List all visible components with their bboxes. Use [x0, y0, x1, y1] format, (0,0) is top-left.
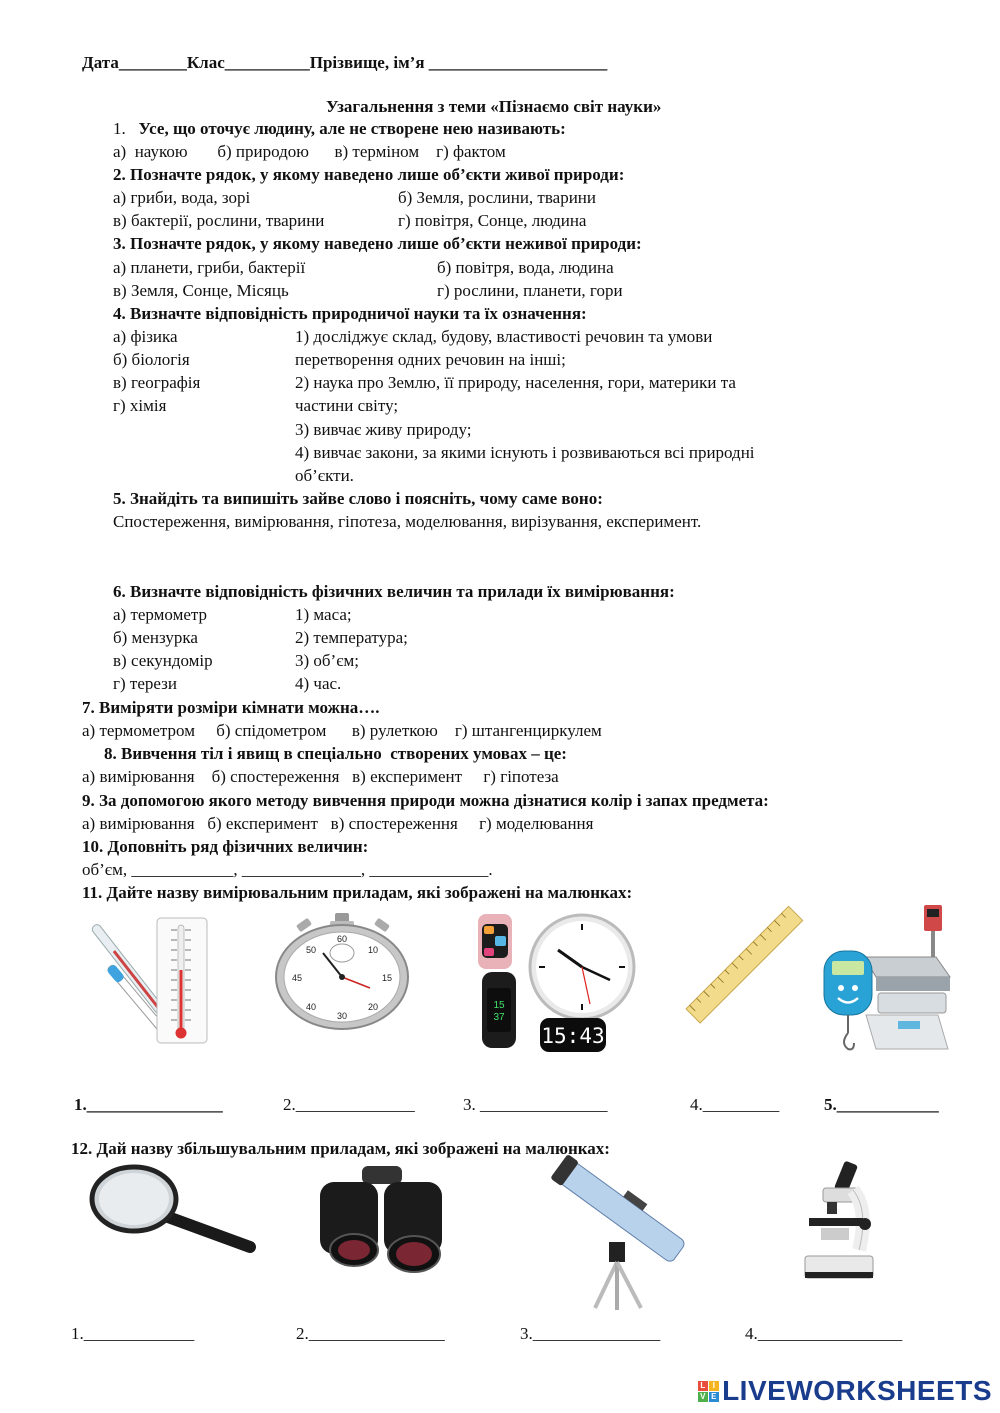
q4-right-3: 3) вивчає живу природу;	[295, 420, 472, 439]
thermometer-image	[92, 915, 222, 1050]
question-2-option-d[interactable]: г) повітря, Сонце, людина	[398, 211, 587, 230]
class-label: Клас	[186, 53, 225, 72]
q6-right-1: 1) маса;	[295, 605, 352, 624]
q12-answer-1[interactable]: 1._____________	[71, 1324, 195, 1343]
q6-right-3: 3) об’єм;	[295, 651, 359, 670]
liveworksheets-logo	[698, 1375, 992, 1407]
q6-right-4: 4) час.	[295, 674, 342, 693]
question-9-text: 9. За допомогою якого методу вивчення природи можна дізнатися колір і запах предмета:	[82, 791, 769, 810]
question-9-options[interactable]: а) вимірювання б) експеримент в) спостереження г) моделювання	[82, 814, 594, 833]
question-2-text: 2. Позначте рядок, у якому наведено лише об’єкти живої природи:	[113, 165, 625, 184]
page-title: Узагальнення з теми «Пізнаємо світ науки»	[326, 97, 662, 116]
question-5-text: 5. Знайдіть та випишіть зайве слово і поясніть, чому саме воно:	[113, 489, 603, 508]
question-6-text: 6. Визначте відповідність фізичних величин та прилади їх вимірювання:	[113, 582, 675, 601]
header-line	[82, 52, 607, 74]
q4-right-2-cont: частини світу;	[295, 396, 399, 415]
name-label: Прізвище, ім’я	[309, 53, 425, 72]
question-3-option-d[interactable]: г) рослини, планети, гори	[437, 281, 623, 300]
class-blank[interactable]: __________	[224, 53, 310, 72]
q12-answer-2[interactable]: 2.________________	[296, 1324, 445, 1343]
q12-answer-3[interactable]: 3._______________	[520, 1324, 661, 1343]
svg-text:30: 30	[336, 1011, 348, 1021]
question-1-text: Усе, що оточує людину, але не створене нею називають:	[138, 119, 566, 138]
clocks-image	[470, 912, 650, 1054]
svg-text:15: 15	[493, 1000, 505, 1011]
magnifying-glass-image	[90, 1165, 260, 1265]
question-2-option-a[interactable]: а) гриби, вода, зорі	[113, 188, 251, 207]
telescope-image	[555, 1158, 690, 1313]
question-8-options[interactable]: а) вимірювання б) спостереження в) експеримент г) гіпотеза	[82, 767, 559, 786]
name-blank[interactable]: _____________________	[428, 53, 608, 72]
question-4-text: 4. Визначте відповідність природничої науки та їх означення:	[113, 304, 587, 323]
q4-right-4-cont: об’єкти.	[295, 466, 354, 485]
svg-text:40: 40	[305, 1002, 317, 1012]
ruler-image	[682, 903, 807, 1028]
svg-text:20: 20	[367, 1002, 379, 1012]
logo-badge-icon	[698, 1381, 719, 1402]
question-10-text: 10. Доповніть ряд фізичних величин:	[82, 837, 369, 856]
question-10-blanks[interactable]: об’єм, ____________, ______________, ______________.	[82, 860, 493, 879]
date-label: Дата	[82, 53, 119, 72]
question-3-text: 3. Позначте рядок, у якому наведено лише об’єкти неживої природи:	[113, 234, 642, 253]
microscope-image	[795, 1160, 885, 1285]
q4-right-4: 4) вивчає закони, за якими існують і розвиваються всі природні	[295, 443, 755, 462]
q11-answer-4[interactable]: 4._________	[690, 1095, 780, 1114]
logo-badge-l: L	[698, 1381, 708, 1391]
q12-answer-4[interactable]: 4._________________	[745, 1324, 903, 1343]
q4-left-c: в) географія	[113, 373, 201, 392]
svg-text:45: 45	[291, 973, 303, 983]
svg-text:50: 50	[305, 945, 317, 955]
question-3-option-b[interactable]: б) повітря, вода, людина	[437, 258, 614, 277]
q4-right-2: 2) наука про Землю, її природу, населення, гори, материки та	[295, 373, 736, 392]
svg-text:10: 10	[367, 945, 379, 955]
q4-left-a: а) фізика	[113, 327, 178, 346]
q4-right-1-cont: перетворення одних речовин на інші;	[295, 350, 566, 369]
question-5-words: Спостереження, вимірювання, гіпотеза, моделювання, вирізування, експеримент.	[113, 512, 702, 531]
q11-answer-5[interactable]: 5.____________	[824, 1095, 939, 1114]
question-2-option-c[interactable]: в) бактерії, рослини, тварини	[113, 211, 325, 230]
logo-badge-e: E	[709, 1392, 719, 1402]
question-3-option-c[interactable]: в) Земля, Сонце, Місяць	[113, 281, 289, 300]
q4-left-d: г) хімія	[113, 396, 167, 415]
question-7-text: 7. Виміряти розміри кімнати можна….	[82, 698, 380, 717]
question-7-options[interactable]: а) термометром б) спідометром в) рулеткою г) штангенциркулем	[82, 721, 602, 740]
q6-left-d: г) терези	[113, 674, 177, 693]
q6-left-b: б) мензурка	[113, 628, 198, 647]
question-11-text: 11. Дайте назву вимірювальним приладам, які зображені на малюнках:	[82, 883, 633, 902]
question-8-text: 8. Вивчення тіл і явищ в спеціально створених умовах – це:	[104, 744, 567, 763]
svg-text:37: 37	[493, 1012, 505, 1023]
q11-answer-2[interactable]: 2.______________	[283, 1095, 415, 1114]
q11-answer-1[interactable]	[74, 1094, 223, 1116]
logo-badge-v: V	[698, 1392, 708, 1402]
stopwatch-image	[275, 913, 415, 1031]
svg-text:15: 15	[381, 973, 393, 983]
q4-right-1: 1) досліджує склад, будову, властивості речовин та умови	[295, 327, 713, 346]
q11-answer-3[interactable]: 3. _______________	[463, 1095, 608, 1114]
q4-left-b: б) біологія	[113, 350, 190, 369]
question-12-text: 12. Дай назву збільшувальним приладам, які зображені на малюнках:	[71, 1139, 610, 1158]
q6-left-a: а) термометр	[113, 605, 208, 624]
question-1-number: 1.	[113, 119, 126, 138]
question-1	[113, 118, 566, 140]
logo-text: LIVEWORKSHEETS	[722, 1375, 992, 1406]
date-blank[interactable]: ________	[118, 53, 187, 72]
svg-text:60: 60	[336, 934, 348, 944]
question-3-option-a[interactable]: а) планети, гриби, бактерії	[113, 258, 306, 277]
digital-clock-readout: 15:43	[541, 1024, 605, 1048]
question-2-option-b[interactable]: б) Земля, рослини, тварини	[398, 188, 596, 207]
q6-left-c: в) секундомір	[113, 651, 213, 670]
question-1-options[interactable]: а) наукою б) природою в) терміном г) фактом	[113, 142, 506, 161]
q6-right-2: 2) температура;	[295, 628, 408, 647]
q11-answer-1-text[interactable]: 1.________________	[74, 1095, 223, 1114]
binoculars-image	[318, 1160, 448, 1275]
logo-badge-i: I	[709, 1381, 719, 1391]
scales-image	[818, 903, 958, 1063]
